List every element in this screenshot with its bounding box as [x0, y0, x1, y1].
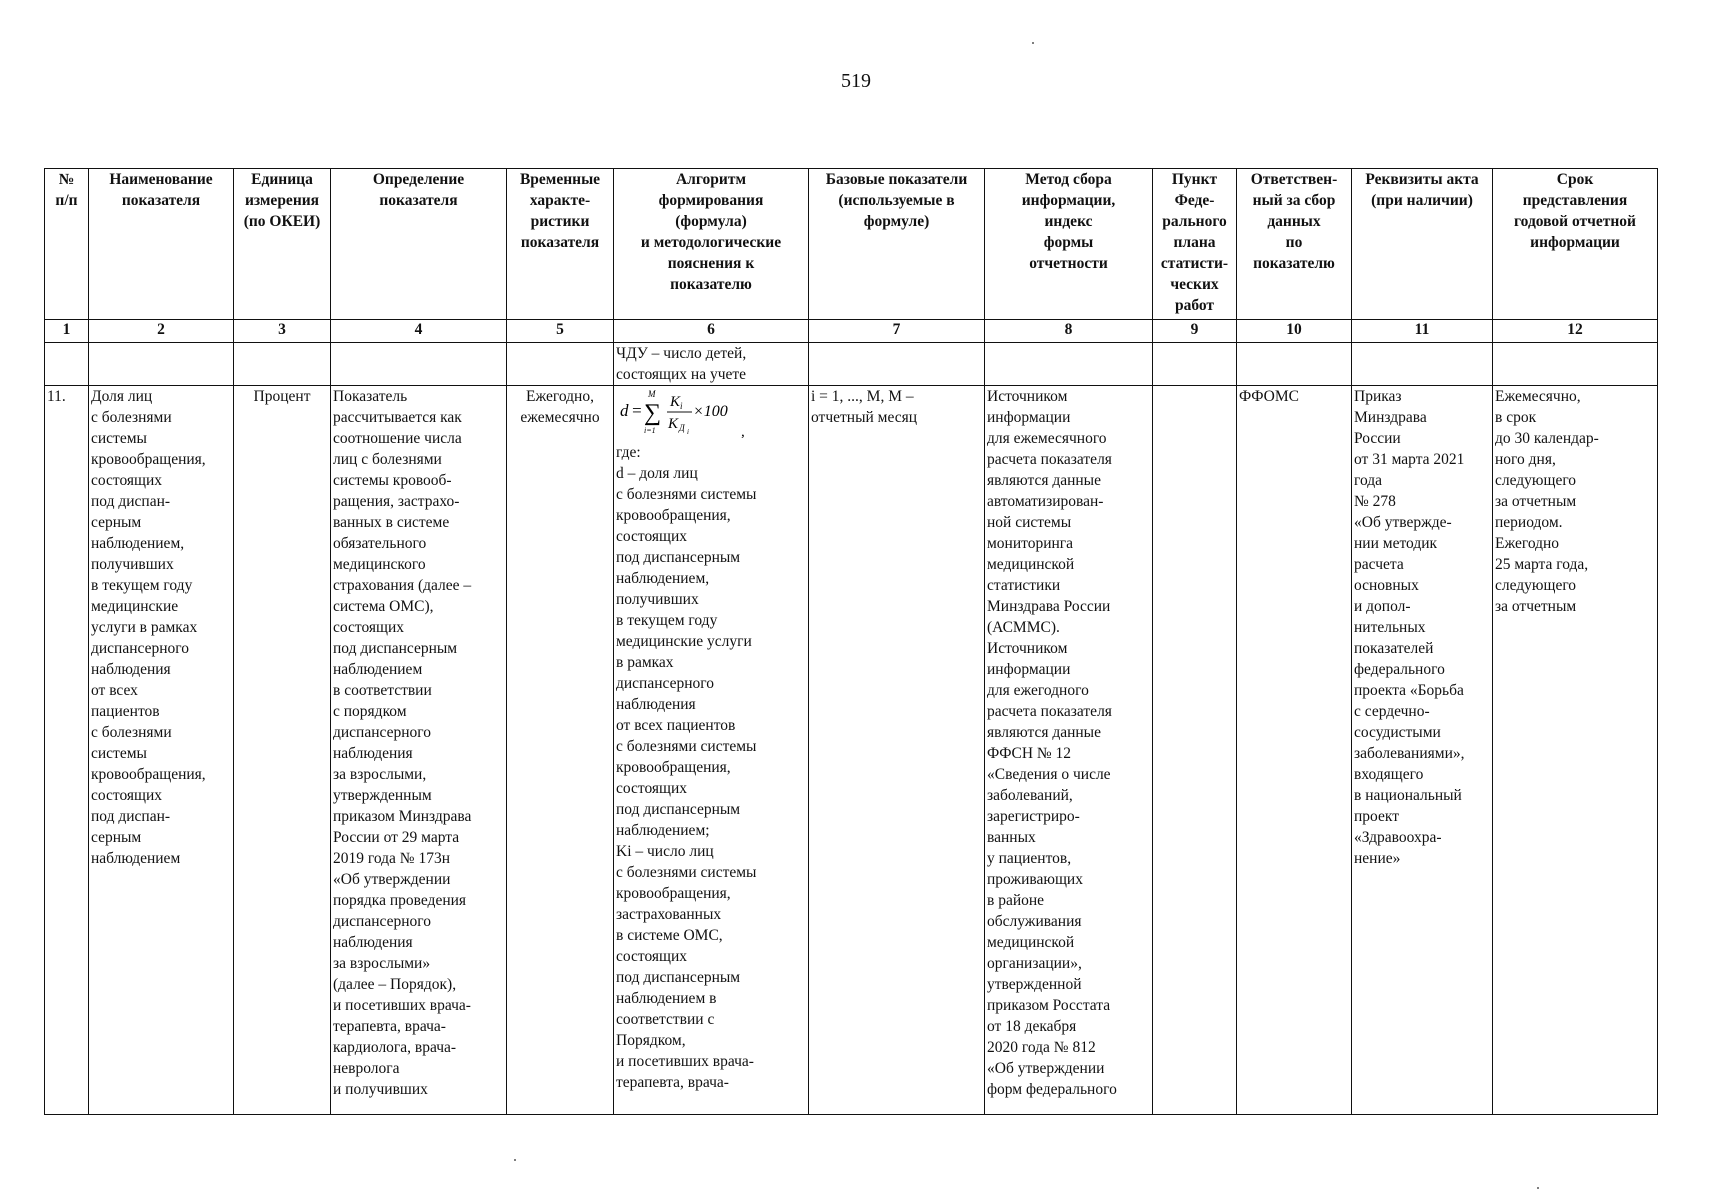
- formula-numerator: K: [670, 394, 681, 410]
- formula-sum-lower: i=1: [644, 426, 656, 435]
- column-number: 12: [1493, 320, 1658, 343]
- header-act-details: Реквизиты акта (при наличии): [1352, 169, 1493, 320]
- item-plan-item: [1153, 386, 1237, 1115]
- formula-denominator-sub: Д: [679, 423, 685, 433]
- item-responsible: ФФОМС: [1237, 386, 1352, 1115]
- formula-sum-sign: ∑: [644, 400, 662, 426]
- column-number: 10: [1237, 320, 1352, 343]
- formula-numerator-sub: i: [680, 401, 683, 411]
- page-number: 519: [841, 70, 871, 92]
- header-number: № п/п: [45, 169, 89, 320]
- header-plan-item: Пункт Феде- рального плана статисти- ческих работ: [1153, 169, 1237, 320]
- header-unit: Единица измерения (по ОКЕИ): [234, 169, 331, 320]
- formula-lhs: d: [620, 401, 629, 420]
- header-time-characteristics: Временные характе- ристики показателя: [507, 169, 614, 320]
- column-number: 2: [89, 320, 234, 343]
- header-indicator-name: Наименование показателя: [89, 169, 234, 320]
- item-method: Источником информации для ежемесячного расчета показателя являются данные автоматизирован- ной системы мониторинга медицинской статистики Минздрава России (АСММС). Источником информации для ежегодного расчета показателя являются данные ФФСН № 12 «Сведения о числе заболеваний, зарегистриро- ванных у пациентов, проживающих в районе обслуживания медицинской организации», утвержденной приказом Росстата от 18 декабря 2020 года № 812 «Об утверждении форм федерального: [985, 386, 1153, 1115]
- header-responsible: Ответствен- ный за сбор данных по показателю: [1237, 169, 1352, 320]
- indicator-table: [44, 168, 1658, 1115]
- column-number: 4: [331, 320, 507, 343]
- column-number: 6: [614, 320, 809, 343]
- formula-denominator-sub2: i: [687, 428, 689, 436]
- formula: [616, 386, 806, 442]
- table-row: [45, 386, 1658, 1115]
- column-number: 11: [1352, 320, 1493, 343]
- algorithm-explanation: где: d – доля лиц с болезнями системы кровообращения, состоящих под диспансерным наблюдением, получивших в текущем году медицинские услуги в рамках диспансерного наблюдения от всех пациентов с болезнями системы кровообращения, состоящих под диспансерным наблюдением; Ki – число лиц с болезнями системы кровообращения, застрахованных в системе ОМС, состоящих под диспансерным наблюдением в соответствии с Порядком, и посетивших врача- терапевта, врача-: [616, 444, 757, 1091]
- formula-multiplier: ×100: [693, 403, 728, 420]
- scan-speck: [1537, 1187, 1539, 1189]
- header-algorithm: Алгоритм формирования (формула) и методологические пояснения к показателю: [614, 169, 809, 320]
- item-act-details: Приказ Минздрава России от 31 марта 2021 года № 278 «Об утвержде- нии методик расчета основных и допол- нительных показателей федерального проекта «Борьба с сердечно- сосудистыми заболеваниями», входящего в национальный проект «Здравоохра- нение»: [1352, 386, 1493, 1115]
- continuation-row: [45, 343, 1658, 386]
- formula-equals: =: [631, 401, 643, 420]
- item-definition: Показатель рассчитывается как соотношение числа лиц с болезнями системы кровооб- ращения, застрахо- ванных в системе обязательного медицинского страхования (далее – система ОМС), состоящих под диспансерным наблюдением в соответствии с порядком диспансерного наблюдения за взрослыми, утвержденным приказом Минздрава России от 29 марта 2019 года № 173н «Об утверждении порядка проведения диспансерного наблюдения за взрослыми» (далее – Порядок), и посетивших врача- терапевта, врача- кардиолога, врача- невролога и получивших: [331, 386, 507, 1115]
- formula-denominator: K: [668, 416, 679, 432]
- header-method: Метод сбора информации, индекс формы отчетности: [985, 169, 1153, 320]
- column-numbers-row: [45, 320, 1658, 343]
- column-number: 8: [985, 320, 1153, 343]
- header-base-indicators: Базовые показатели (используемые в формуле): [809, 169, 985, 320]
- item-name: Доля лиц с болезнями системы кровообращения, состоящих под диспан- серным наблюдением, получивших в текущем году медицинские услуги в рамках диспансерного наблюдения от всех пациентов с болезнями системы кровообращения, состоящих под диспан- серным наблюдением: [89, 386, 234, 1115]
- item-base-indicators: i = 1, ..., M, M – отчетный месяц: [809, 386, 985, 1115]
- header-deadline: Срок представления годовой отчетной информации: [1493, 169, 1658, 320]
- column-number: 7: [809, 320, 985, 343]
- column-number: 5: [507, 320, 614, 343]
- header-definition: Определение показателя: [331, 169, 507, 320]
- scan-speck: [1032, 42, 1034, 44]
- item-algorithm: [614, 386, 809, 1115]
- formula-graphic: [618, 388, 798, 438]
- item-time-characteristics: Ежегодно, ежемесячно: [507, 386, 614, 1115]
- item-unit: Процент: [234, 386, 331, 1115]
- scan-speck: [514, 1159, 516, 1161]
- table-header-row: [45, 169, 1658, 320]
- continuation-algorithm-text: ЧДУ – число детей, состоящих на учете: [614, 343, 809, 386]
- formula-trailing: ,: [741, 424, 745, 438]
- column-number: 1: [45, 320, 89, 343]
- column-number: 9: [1153, 320, 1237, 343]
- column-number: 3: [234, 320, 331, 343]
- item-number: 11.: [45, 386, 89, 1115]
- item-deadline: Ежемесячно, в срок до 30 календар- ного дня, следующего за отчетным периодом. Ежегодно 25 марта года, следующего за отчетным: [1493, 386, 1658, 1115]
- formula-sum-upper: M: [648, 389, 656, 399]
